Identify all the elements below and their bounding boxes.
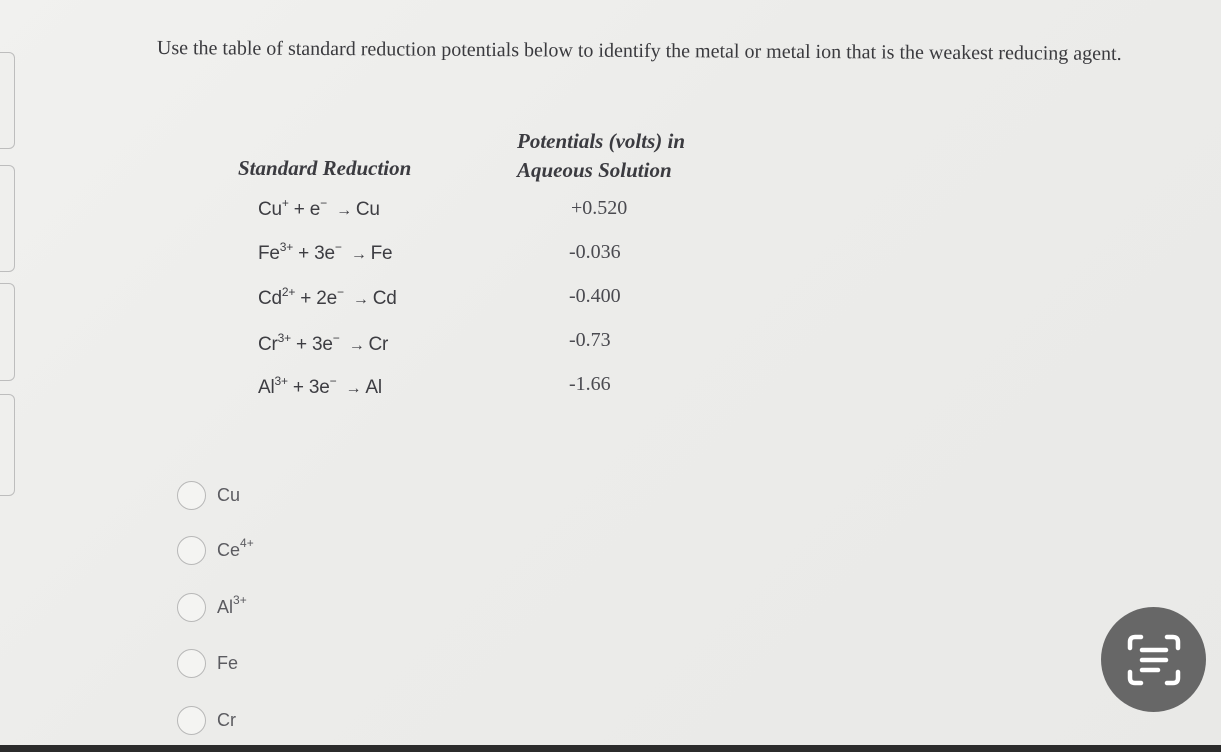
potential-value: -0.400 — [569, 285, 621, 307]
potential-value: +0.520 — [571, 197, 628, 219]
option-fe[interactable] — [177, 646, 238, 680]
radio-button[interactable] — [177, 481, 206, 510]
bottom-edge — [0, 745, 1221, 752]
option-label: Cr — [217, 709, 236, 730]
header-line-2: Aqueous Solution — [517, 158, 672, 182]
potential-value: -0.036 — [569, 241, 621, 263]
option-al3plus[interactable] — [177, 590, 247, 624]
radio-button[interactable] — [177, 536, 206, 565]
text-scan-icon — [1127, 634, 1181, 686]
edge-tab — [0, 283, 15, 381]
reduction-equation-al: $Al^{3+} + 3e^- \to Al$ — [258, 374, 382, 398]
table-header-standard-reduction: Standard Reduction — [238, 156, 412, 180]
potential-value: -0.73 — [569, 329, 611, 351]
radio-button[interactable] — [177, 649, 206, 678]
option-label: $Ce^{4+}$ — [217, 535, 254, 560]
reduction-equation-cu: Cu+ + e− → Cu — [258, 196, 380, 220]
page-edge-tabs — [0, 0, 16, 752]
option-label: Fe — [217, 652, 239, 673]
edge-tab — [0, 165, 15, 272]
option-cr[interactable] — [177, 703, 236, 737]
reduction-equation-cr: $Cr^{3+} + 3e^- \to Cr$ — [258, 331, 389, 355]
radio-button[interactable] — [177, 593, 206, 622]
question-text: Use the table of standard reduction potentials below to identify the metal or metal ion that is the weakest reducing agent. — [156, 36, 1122, 65]
live-text-scan-button[interactable] — [1101, 607, 1206, 712]
radio-button[interactable] — [177, 706, 206, 735]
header-line-1: Potentials (volts) in — [517, 129, 685, 153]
reduction-equation-cd: $Cd^{2+} + 2e^- \to Cd$ — [258, 285, 397, 309]
option-ce4plus[interactable] — [177, 533, 254, 567]
table-header-potentials — [517, 127, 685, 185]
option-cu[interactable] — [177, 478, 240, 512]
potential-value: -1.66 — [569, 373, 611, 395]
edge-tab — [0, 52, 15, 149]
option-label: Cu — [217, 484, 241, 505]
option-label: $Al^{3+}$ — [217, 592, 247, 617]
reduction-equation-fe: $Fe^{3+} + 3e^- \to Fe$ — [258, 240, 393, 264]
edge-tab — [0, 394, 15, 496]
